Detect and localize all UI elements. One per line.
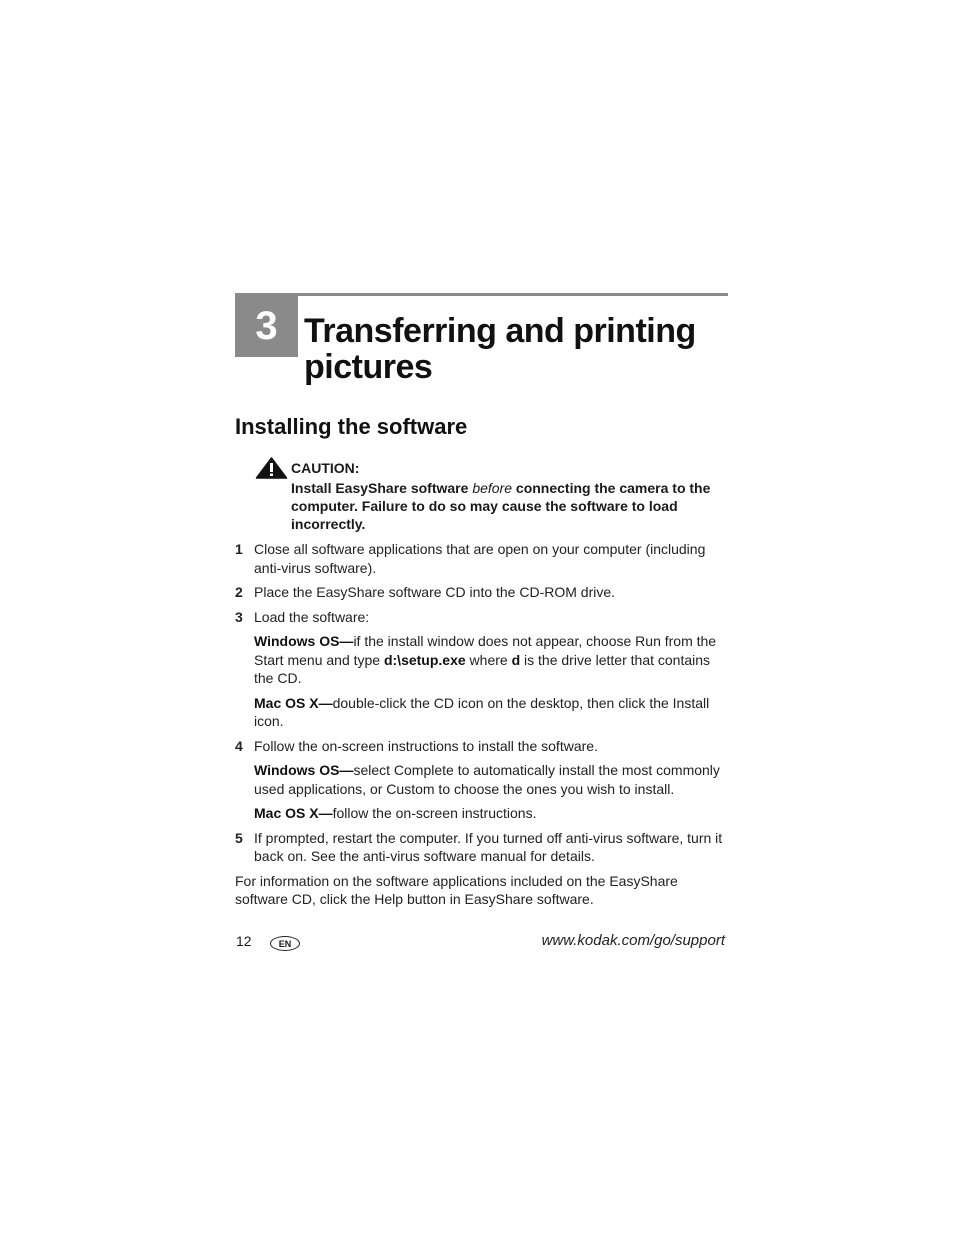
note-text: follow the on-screen instructions. bbox=[332, 805, 537, 821]
caution-text-emphasis: before bbox=[472, 480, 513, 496]
step-number: 1 bbox=[235, 541, 243, 557]
note-text: is the drive letter that contains the CD. bbox=[254, 651, 711, 686]
chapter-title: Transferring and printing pictures bbox=[304, 312, 696, 386]
step-text: Follow the on-screen instructions to install the software. bbox=[254, 737, 598, 754]
step-text: If prompted, restart the computer. If you turned off anti-virus software, turn it back on. See the anti-virus software manual for details. bbox=[254, 829, 723, 864]
info-paragraph: For information on the software applications included on the EasyShare software CD, click the Help button in EasyShare software. bbox=[235, 872, 678, 907]
step3-windows-note bbox=[235, 632, 730, 688]
step-number: 2 bbox=[235, 584, 243, 600]
chapter-number: 3 bbox=[235, 296, 298, 357]
os-label: Mac OS X— bbox=[254, 694, 333, 711]
step-number: 5 bbox=[235, 829, 243, 846]
step-number: 4 bbox=[235, 737, 243, 754]
os-label: Windows OS— bbox=[254, 633, 354, 649]
os-label: Mac OS X— bbox=[254, 805, 333, 821]
caution-block bbox=[291, 459, 731, 533]
step-5 bbox=[235, 829, 730, 866]
note-text: double-click the CD icon on the desktop, then click the Install icon. bbox=[254, 694, 710, 729]
step-4 bbox=[235, 737, 730, 756]
step-number: 3 bbox=[235, 608, 243, 625]
setup-command: d:\setup.exe bbox=[383, 651, 466, 668]
step-text: Close all software applications that are open on your computer (including anti-virus software). bbox=[254, 541, 706, 576]
warning-triangle-icon bbox=[255, 457, 288, 479]
step4-mac-note bbox=[235, 804, 730, 823]
caution-text-b: connecting the camera to the computer. Failure to do so may cause the software to load incorrectly. bbox=[291, 480, 711, 532]
step-2 bbox=[235, 583, 730, 602]
step-3 bbox=[235, 608, 730, 627]
caution-text-a: Install EasyShare software bbox=[291, 480, 473, 496]
step3-mac-note bbox=[235, 694, 730, 731]
support-link[interactable]: www.kodak.com/go/support bbox=[541, 932, 725, 949]
step-1 bbox=[235, 540, 730, 577]
caution-text bbox=[291, 479, 731, 533]
language-badge: EN bbox=[270, 936, 300, 951]
os-label: Windows OS— bbox=[254, 762, 354, 778]
caution-label: CAUTION: bbox=[291, 460, 360, 476]
note-text: where bbox=[465, 651, 512, 668]
note-text: select Complete to automatically install the most commonly used applications, or Custom to choose the ones you wish to install. bbox=[254, 762, 720, 797]
drive-letter: d bbox=[511, 651, 521, 668]
step4-windows-note bbox=[235, 761, 730, 798]
step-text: Place the EasyShare software CD into the CD-ROM drive. bbox=[254, 584, 616, 600]
page-number: 12 bbox=[236, 933, 252, 949]
section-title: Installing the software bbox=[235, 414, 468, 439]
step-text: Load the software: bbox=[254, 608, 370, 625]
note-text: if the install window does not appear, choose Run from the Start menu and type bbox=[254, 633, 717, 668]
steps-list bbox=[235, 540, 730, 909]
chapter-rule bbox=[235, 293, 728, 296]
